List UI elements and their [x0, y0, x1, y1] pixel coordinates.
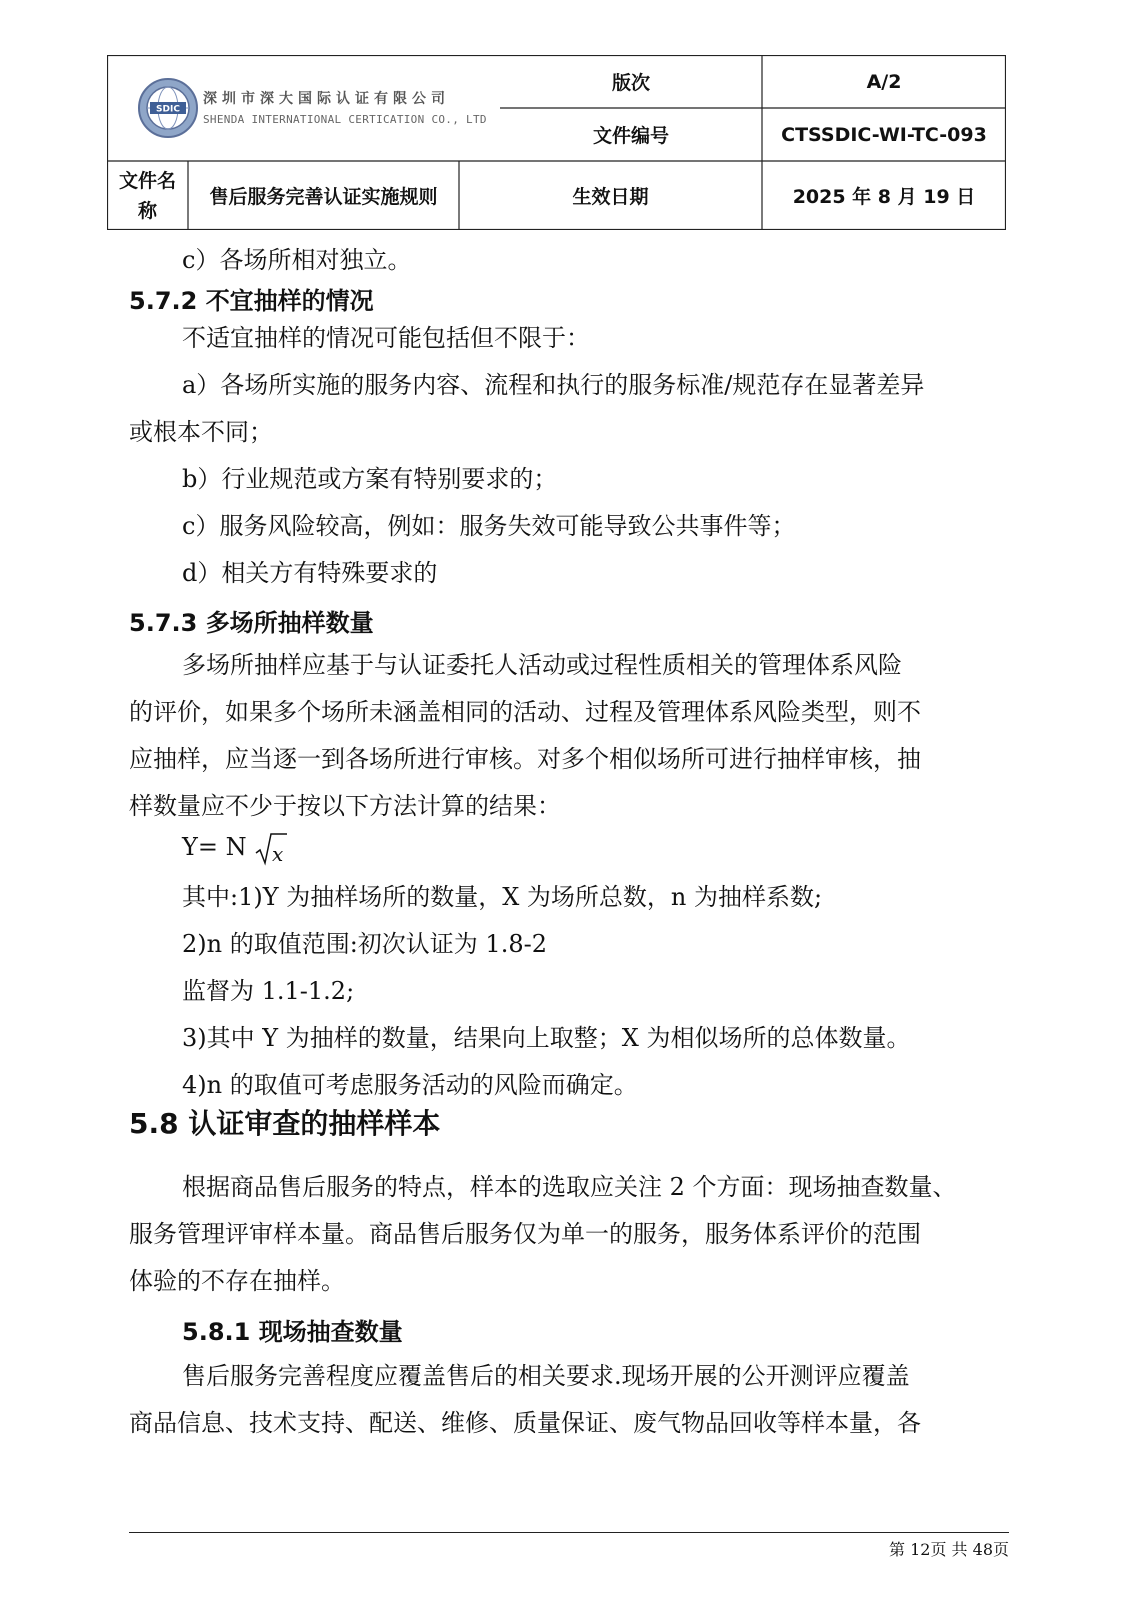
company-logo — [137, 77, 199, 139]
paragraph-line: b）行业规范或方案有特别要求的； — [182, 465, 558, 493]
section-heading-5-7-3: 5.7.3 多场所抽样数量 — [129, 609, 374, 637]
svg-text:x: x — [272, 841, 284, 866]
paragraph-line: a）各场所实施的服务内容、流程和执行的服务标准/规范存在显著差异 — [182, 371, 925, 399]
document-header-table — [107, 55, 1006, 230]
paragraph-line: 服务管理评审样本量。商品售后服务仅为单一的服务，服务体系评价的范围 — [129, 1220, 921, 1248]
svg-text:SDIC: SDIC — [156, 104, 180, 115]
paragraph-line: c）各场所相对独立。 — [182, 246, 412, 274]
section-heading-5-8: 5.8 认证审查的抽样样本 — [129, 1107, 441, 1140]
paragraph-line: 不适宜抽样的情况可能包括但不限于： — [182, 324, 590, 352]
company-name-en: SHENDA INTERNATIONAL CERTICATION CO., LTD — [203, 113, 487, 126]
doc-name-value: 售后服务完善认证实施规则 — [209, 186, 438, 208]
sampling-formula: Y= N x — [182, 823, 1072, 871]
paragraph-line: 或根本不同； — [129, 418, 273, 446]
paragraph-line: 监督为 1.1-1.2; — [182, 977, 355, 1005]
section-heading-5-7-2: 5.7.2 不宜抽样的情况 — [129, 287, 374, 315]
paragraph-line: 商品信息、技术支持、配送、维修、质量保证、废气物品回收等样本量，各 — [129, 1409, 921, 1437]
paragraph-line: 体验的不存在抽样。 — [129, 1267, 345, 1295]
paragraph-line: 多场所抽样应基于与认证委托人活动或过程性质相关的管理体系风险 — [182, 651, 902, 679]
version-value: A/2 — [866, 70, 902, 93]
doc-name-label: 文件名 称 — [118, 169, 176, 222]
paragraph-line: d）相关方有特殊要求的 — [182, 559, 438, 587]
paragraph-line: 3)其中 Y 为抽样的数量，结果向上取整；X 为相似场所的总体数量。 — [182, 1024, 911, 1052]
effective-date-label: 生效日期 — [572, 186, 649, 208]
company-name-cn: 深圳市深大国际认证有限公司 — [203, 91, 450, 107]
paragraph-line: 应抽样，应当逐一到各场所进行审核。对多个相似场所可进行抽样审核，抽 — [129, 745, 921, 773]
paragraph-line: 样数量应不少于按以下方法计算的结果： — [129, 792, 561, 820]
paragraph-line: 4)n 的取值可考虑服务活动的风险而确定。 — [182, 1071, 638, 1099]
paragraph-line: 根据商品售后服务的特点，样本的选取应关注 2 个方面：现场抽查数量、 — [182, 1173, 957, 1201]
paragraph-line: 2)n 的取值范围:初次认证为 1.8-2 — [182, 930, 547, 958]
doc-number-value: CTSSDIC-WI-TC-093 — [781, 123, 987, 146]
doc-number-label: 文件编号 — [592, 125, 669, 147]
section-heading-5-8-1: 5.8.1 现场抽查数量 — [182, 1318, 403, 1346]
paragraph-line: 售后服务完善程度应覆盖售后的相关要求.现场开展的公开测评应覆盖 — [182, 1362, 910, 1390]
page-number: 第 12页 共 48页 — [889, 1540, 1009, 1559]
version-label: 版次 — [611, 72, 650, 94]
paragraph-line: 的评价，如果多个场所未涵盖相同的活动、过程及管理体系风险类型，则不 — [129, 698, 921, 726]
paragraph-line: c）服务风险较高，例如：服务失效可能导致公共事件等； — [182, 512, 796, 540]
effective-date-value: 2025 年 8 月 19 日 — [792, 186, 976, 208]
square-root-symbol — [254, 823, 288, 871]
footer-divider — [129, 1532, 1009, 1533]
paragraph-line: 其中:1)Y 为抽样场所的数量，X 为场所总数，n 为抽样系数; — [182, 883, 823, 911]
